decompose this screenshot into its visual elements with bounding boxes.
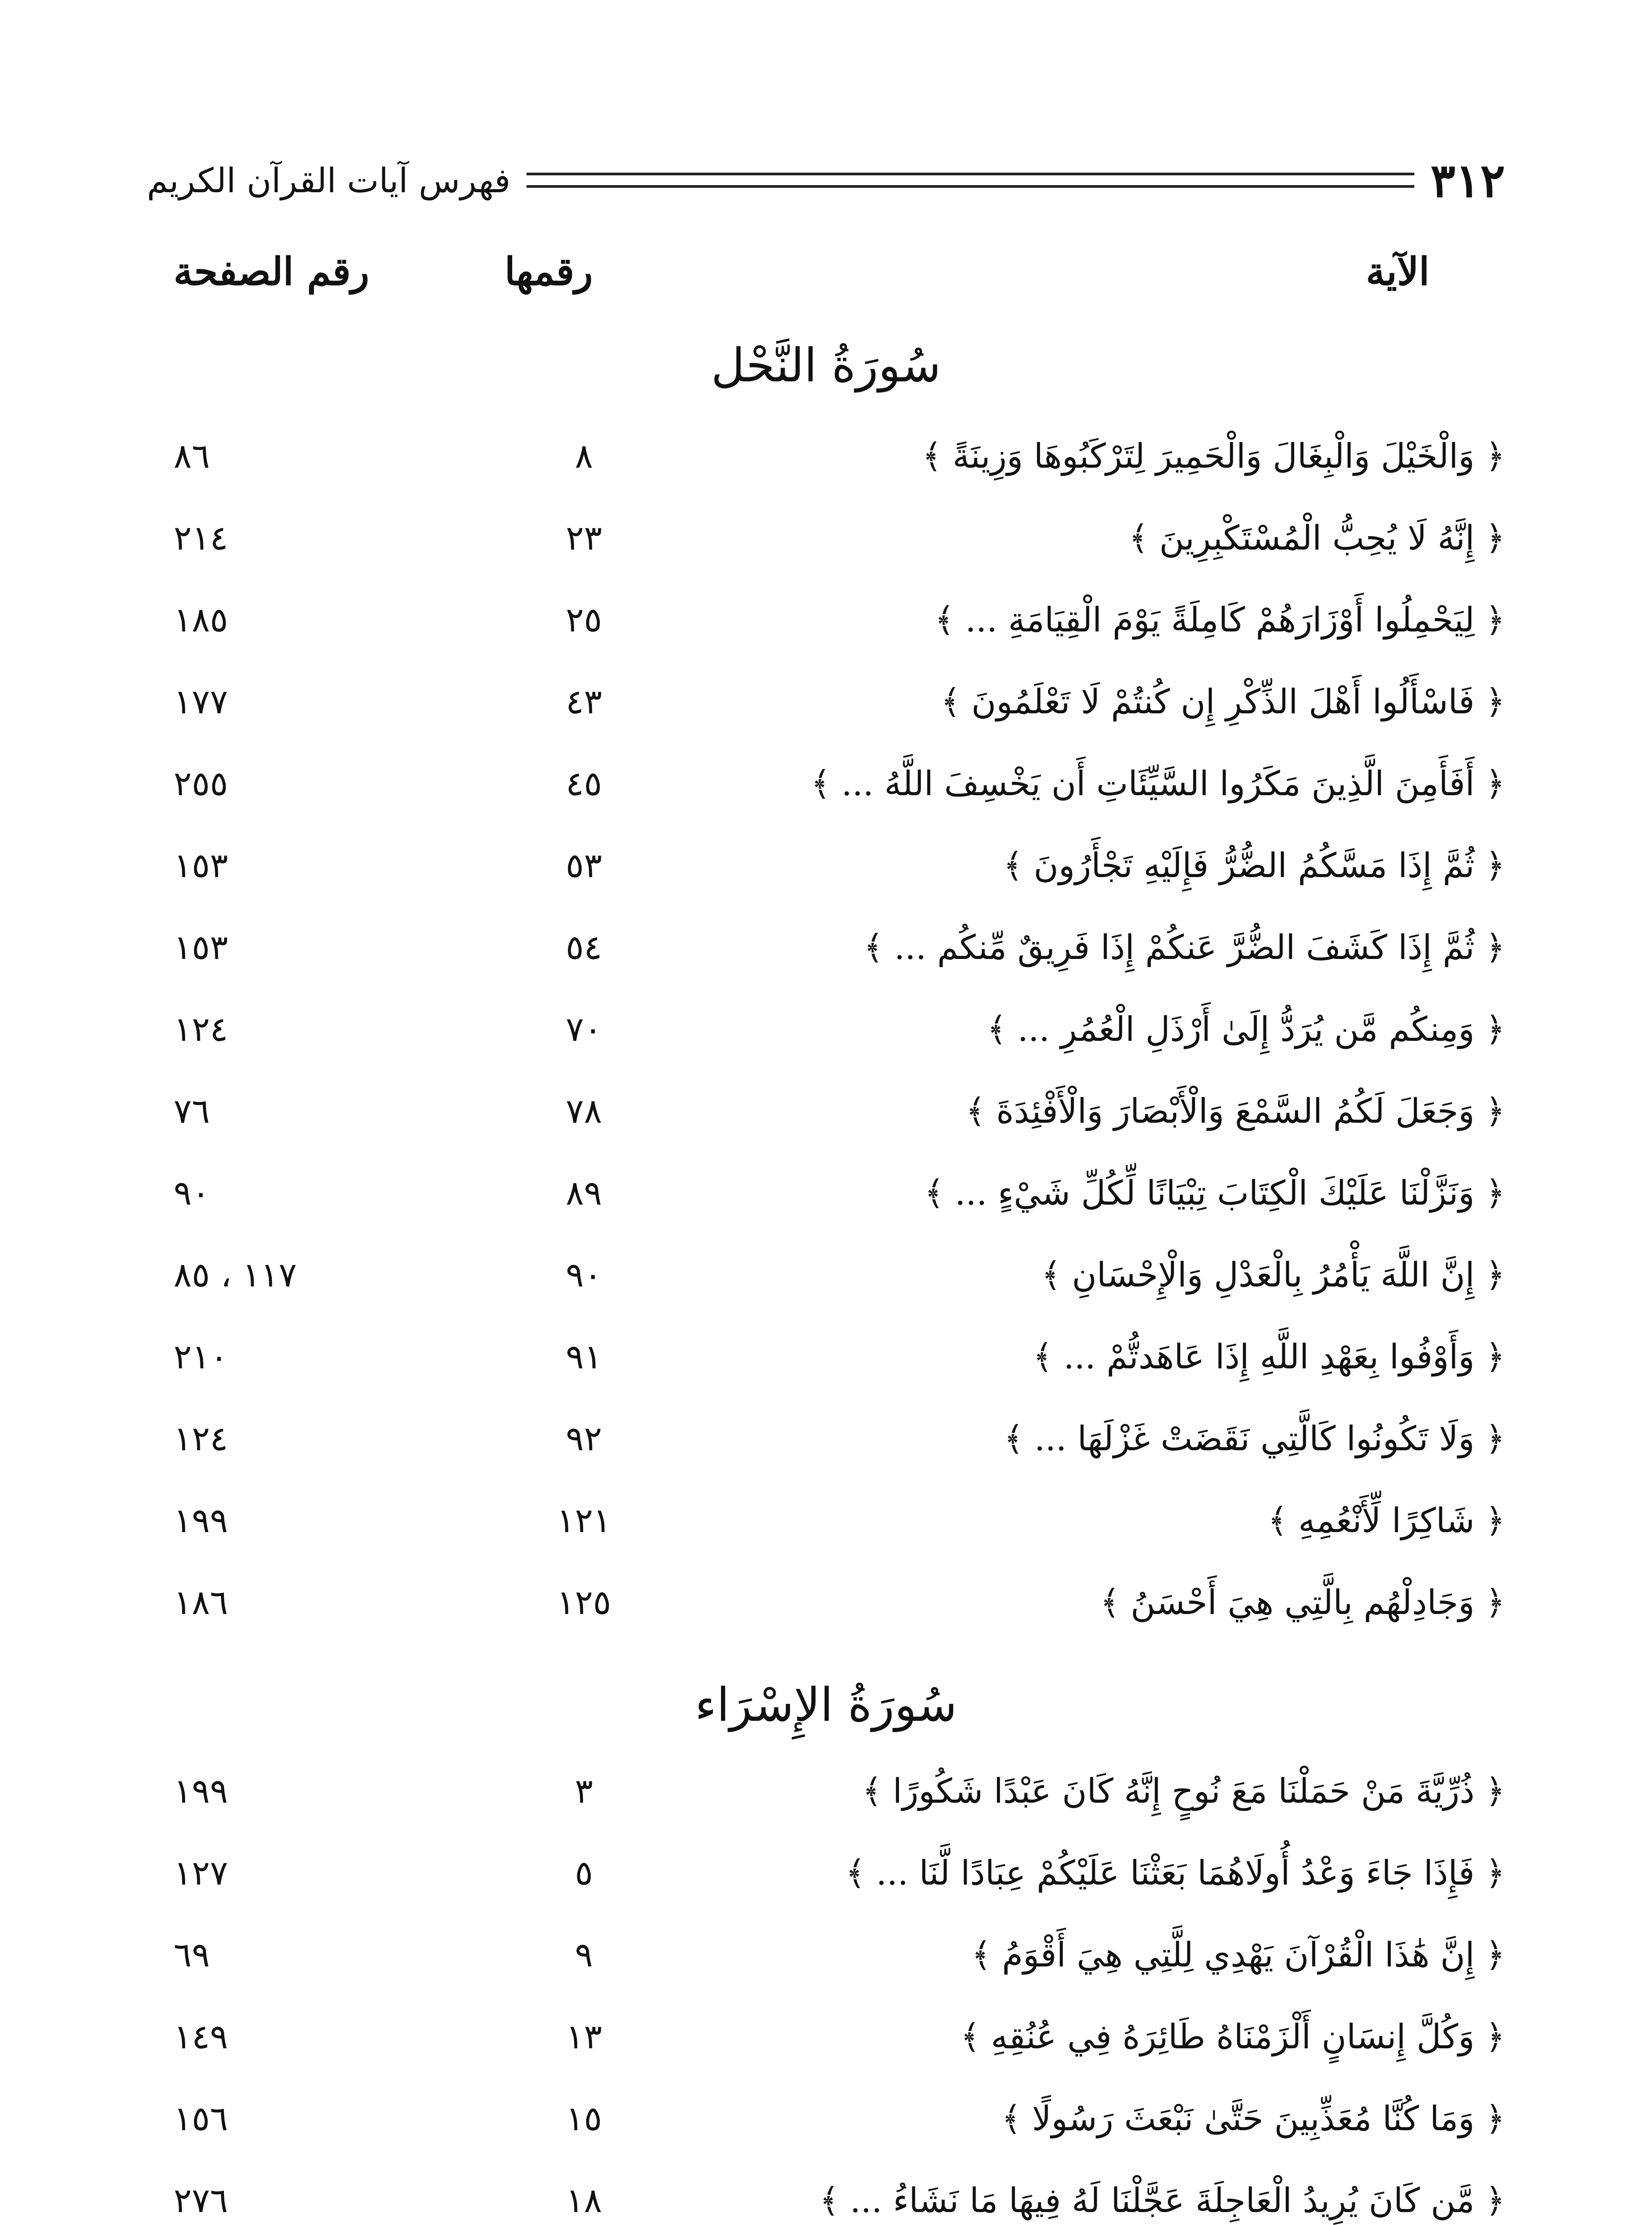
ayah-number: ٩٢ bbox=[566, 1419, 602, 1458]
verse-text: ﴿ إِنَّ اللَّهَ يَأْمُرُ بِالْعَدْلِ وَالْإِحْسَانِ ﴾ bbox=[1041, 1255, 1505, 1295]
ayah-number: ٣ bbox=[575, 1771, 593, 1811]
surah-nahl-table bbox=[147, 427, 1505, 1655]
page-reference: ١٤٩ bbox=[174, 2017, 228, 2056]
verse-text: ﴿ وَجَادِلْهُم بِالَّتِي هِيَ أَحْسَنُ ﴾ bbox=[1100, 1582, 1505, 1622]
ayah-number: ٥ bbox=[575, 1853, 593, 1893]
verse-text: ﴿ فَإِذَا جَاءَ وَعْدُ أُولَاهُمَا بَعَثْنَا عَلَيْكُمْ عِبَادًا لَّنَا ... ﴾ bbox=[845, 1853, 1505, 1893]
table-row bbox=[147, 1762, 1505, 1844]
page-reference: ٢٧٦ bbox=[174, 2180, 228, 2220]
verse-text: ﴿ وَمَا كُنَّا مُعَذِّبِينَ حَتَّىٰ نَبْعَثَ رَسُولًا ﴾ bbox=[1001, 2099, 1505, 2138]
page-reference: ٨٦ bbox=[174, 436, 210, 476]
verse-text: ﴿ شَاكِرًا لِّأَنْعُمِهِ ﴾ bbox=[1267, 1501, 1505, 1540]
table-row bbox=[147, 1844, 1505, 1926]
table-row bbox=[147, 1000, 1505, 1082]
page-reference: ١٥٣ bbox=[174, 927, 228, 967]
table-row bbox=[147, 1492, 1505, 1574]
table-row bbox=[147, 1574, 1505, 1655]
ayah-number: ٨ bbox=[575, 436, 593, 476]
page-reference: ١٥٣ bbox=[174, 846, 228, 885]
surah-isra-table bbox=[147, 1762, 1505, 2225]
verse-text: ﴿ إِنَّهُ لَا يُحِبُّ الْمُسْتَكْبِرِينَ ﴾ bbox=[1129, 518, 1505, 558]
ayah-number: ٨٩ bbox=[566, 1173, 602, 1213]
verse-text: ﴿ لِيَحْمِلُوا أَوْزَارَهُمْ كَامِلَةً يَوْمَ الْقِيَامَةِ ... ﴾ bbox=[935, 600, 1505, 639]
table-row bbox=[147, 2090, 1505, 2172]
verse-text: ﴿ إِنَّ هَٰذَا الْقُرْآنَ يَهْدِي لِلَّتِي هِيَ أَقْوَمُ ﴾ bbox=[971, 1935, 1505, 1974]
page-reference: ٧٦ bbox=[174, 1091, 210, 1131]
page-reference: ٩٠ bbox=[174, 1173, 210, 1213]
ayah-number: ١٨ bbox=[566, 2180, 602, 2220]
column-headers bbox=[147, 249, 1505, 316]
ayah-number: ٧٨ bbox=[566, 1091, 602, 1131]
ayah-number: ٤٥ bbox=[566, 764, 602, 803]
ayah-number: ٢٣ bbox=[566, 518, 602, 558]
ayah-number: ٧٠ bbox=[566, 1009, 602, 1049]
ayah-number: ٩١ bbox=[566, 1337, 602, 1376]
ayah-number: ١٥ bbox=[566, 2099, 602, 2138]
verse-text: ﴿ مَّن كَانَ يُرِيدُ الْعَاجِلَةَ عَجَّلْنَا لَهُ فِيهَا مَا نَشَاءُ ... ﴾ bbox=[819, 2180, 1505, 2220]
ayah-number: ١٢١ bbox=[556, 1501, 611, 1540]
table-row bbox=[147, 673, 1505, 755]
page-reference: ١٢٧ bbox=[174, 1853, 228, 1893]
running-title: فهرس آيات القرآن الكريم bbox=[147, 160, 510, 200]
ayah-number: ٩ bbox=[575, 1935, 593, 1974]
page-reference: ١٩٩ bbox=[174, 1501, 228, 1540]
ayah-number: ٩٠ bbox=[566, 1255, 602, 1295]
page-reference: ١٥٦ bbox=[174, 2099, 228, 2138]
page-reference: ١١٧ ، ٨٥ bbox=[174, 1255, 297, 1295]
ayah-number: ١٢٥ bbox=[556, 1582, 611, 1622]
ayah-number: ٥٤ bbox=[566, 927, 602, 967]
verse-text: ﴿ فَاسْأَلُوا أَهْلَ الذِّكْرِ إِن كُنتُمْ لَا تَعْلَمُونَ ﴾ bbox=[940, 682, 1505, 721]
page-reference: ٢١٤ bbox=[174, 518, 228, 558]
page-reference: ١٨٦ bbox=[174, 1582, 228, 1622]
page-reference: ١٩٩ bbox=[174, 1771, 228, 1811]
table-row bbox=[147, 427, 1505, 509]
surah-title-isra: سُورَةُ الإِسْرَاء bbox=[695, 1678, 957, 1732]
verse-text: ﴿ ثُمَّ إِذَا كَشَفَ الضُّرَّ عَنكُمْ إِذَا فَرِيقٌ مِّنكُم ... ﴾ bbox=[863, 927, 1505, 967]
surah-title-nahl: سُورَةُ النَّحْل bbox=[711, 338, 941, 392]
verse-text: ﴿ وَنَزَّلْنَا عَلَيْكَ الْكِتَابَ تِبْيَانًا لِّكُلِّ شَيْءٍ ... ﴾ bbox=[924, 1173, 1505, 1213]
ayah-number: ١٣ bbox=[566, 2017, 602, 2056]
table-row bbox=[147, 591, 1505, 673]
table-row bbox=[147, 1164, 1505, 1246]
table-row bbox=[147, 837, 1505, 918]
verse-text: ﴿ وَكُلَّ إِنسَانٍ أَلْزَمْنَاهُ طَائِرَهُ فِي عُنُقِهِ ﴾ bbox=[960, 2017, 1505, 2056]
column-header-ayah-number: رقمها bbox=[504, 249, 593, 294]
ayah-number: ٥٣ bbox=[566, 846, 602, 885]
table-row bbox=[147, 2172, 1505, 2225]
verse-text: ﴿ وَجَعَلَ لَكُمُ السَّمْعَ وَالْأَبْصَارَ وَالْأَفْئِدَةَ ﴾ bbox=[965, 1091, 1505, 1131]
page-reference: ١٨٥ bbox=[174, 600, 228, 639]
verse-text: ﴿ وَأَوْفُوا بِعَهْدِ اللَّهِ إِذَا عَاهَدتُّمْ ... ﴾ bbox=[1032, 1337, 1505, 1376]
running-header bbox=[147, 151, 1505, 209]
page-reference: ١٧٧ bbox=[174, 682, 228, 721]
table-row bbox=[147, 1328, 1505, 1410]
page-reference: ١٢٤ bbox=[174, 1419, 228, 1458]
table-row bbox=[147, 1246, 1505, 1328]
table-row bbox=[147, 509, 1505, 591]
page-reference: ١٢٤ bbox=[174, 1009, 228, 1049]
verse-text: ﴿ وَالْخَيْلَ وَالْبِغَالَ وَالْحَمِيرَ لِتَرْكَبُوهَا وَزِينَةً ﴾ bbox=[922, 436, 1505, 476]
page-number: ٣١٢ bbox=[1430, 153, 1505, 208]
verse-text: ﴿ أَفَأَمِنَ الَّذِينَ مَكَرُوا السَّيِّئَاتِ أَن يَخْسِفَ اللَّهُ ... ﴾ bbox=[810, 764, 1505, 803]
column-header-page-number: رقم الصفحة bbox=[174, 249, 369, 294]
table-row bbox=[147, 918, 1505, 1000]
page-reference: ٢٥٥ bbox=[174, 764, 228, 803]
table-row bbox=[147, 2008, 1505, 2090]
verse-text: ﴿ وَلَا تَكُونُوا كَالَّتِي نَقَضَتْ غَزْلَهَا ... ﴾ bbox=[1004, 1419, 1505, 1458]
page-reference: ٢١٠ bbox=[174, 1337, 228, 1376]
ayah-number: ٢٥ bbox=[566, 600, 602, 639]
verse-text: ﴿ ثُمَّ إِذَا مَسَّكُمُ الضُّرُّ فَإِلَيْهِ تَجْأَرُونَ ﴾ bbox=[1003, 846, 1505, 885]
table-row bbox=[147, 755, 1505, 837]
header-double-rule bbox=[526, 173, 1414, 188]
column-header-verse: الآية bbox=[1366, 249, 1429, 294]
table-row bbox=[147, 1926, 1505, 2008]
verse-text: ﴿ وَمِنكُم مَّن يُرَدُّ إِلَىٰ أَرْذَلِ الْعُمُرِ ... ﴾ bbox=[987, 1009, 1505, 1049]
table-row bbox=[147, 1082, 1505, 1164]
table-row bbox=[147, 1410, 1505, 1492]
page-reference: ٦٩ bbox=[174, 1935, 210, 1974]
verse-text: ﴿ ذُرِّيَّةَ مَنْ حَمَلْنَا مَعَ نُوحٍ إِنَّهُ كَانَ عَبْدًا شَكُورًا ﴾ bbox=[862, 1771, 1505, 1811]
ayah-number: ٤٣ bbox=[566, 682, 602, 721]
